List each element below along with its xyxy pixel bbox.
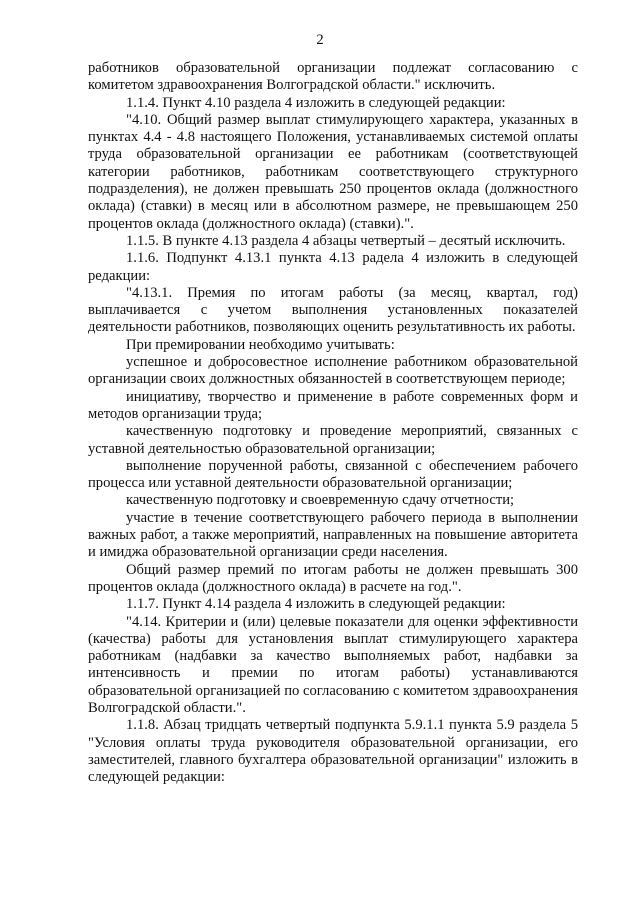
paragraph: выполнение порученной работы, связанной с обеспечением рабочего процесса или уставной деятельности образовательной организации;: [88, 457, 578, 492]
paragraph: успешное и добросовестное исполнение работником образовательной организации своих должностных обязанностей в соответствующем периоде;: [88, 354, 578, 388]
paragraph: 1.1.8. Абзац тридцать четвертый подпункта 5.9.1.1 пункта 5.9 раздела 5 "Условия оплаты труда руководителя образовательной организации, его заместителей, главного бухгалтера образовательной организации" изложить в следующей редакции:: [88, 717, 578, 786]
paragraph: 1.1.5. В пункте 4.13 раздела 4 абзацы четвертый – десятый исключить.: [126, 232, 566, 249]
paragraph: качественную подготовку и своевременную сдачу отчетности;: [126, 492, 515, 509]
paragraph: Общий размер премий по итогам работы не должен превышать 300 процентов оклада (должностного оклада) в расчете на год.".: [88, 561, 578, 595]
paragraph: участие в течение соответствующего рабочего периода в выполнении важных работ, а также мероприятий, направленных на повышение авторитета и имиджа образовательной организации среди населения.: [88, 509, 578, 561]
paragraph: 1.1.4. Пункт 4.10 раздела 4 изложить в следующей редакции:: [126, 94, 506, 111]
paragraph: "4.13.1. Премия по итогам работы (за месяц, квартал, год) выплачивается с учетом выполнения установленных показателей деятельности работников, позволяющих оценить результативность их работы.: [88, 284, 578, 336]
paragraph: 1.1.6. Подпункт 4.13.1 пункта 4.13 радела 4 изложить в следующей редакции:: [88, 250, 578, 284]
paragraph: 1.1.7. Пункт 4.14 раздела 4 изложить в следующей редакции:: [126, 596, 506, 613]
paragraph: "4.10. Общий размер выплат стимулирующего характера, указанных в пунктах 4.4 - 4.8 настоящего Положения, устанавливаемых системой оплаты труда образовательной организации ее работникам (соответствующей категории работников, работникам соответствующего структурного подразделения), не должен превышать 250 процентов оклада (должностного оклада) (ставки) в месяц или в абсолютном размере, не превышающем 250 процентов оклада (должностного оклада) (ставки).".: [88, 111, 578, 232]
page-number: 2: [316, 32, 324, 48]
paragraph: работников образовательной организации подлежат согласованию с комитетом здравоохранения Волгоградской области." исключить.: [88, 60, 578, 94]
paragraph: "4.14. Критерии и (или) целевые показатели для оценки эффективности (качества) работы для установления выплат стимулирующего характера работникам (надбавки за качество выполняемых работ, надбавки за интенсивность и премии по итогам работы) устанавливаются образовательной организацией по согласованию с комитетом здравоохранения Волгоградской области.".: [88, 613, 578, 716]
paragraph: качественную подготовку и проведение мероприятий, связанных с уставной деятельностью образовательной организации;: [88, 423, 578, 457]
paragraph: инициативу, творчество и применение в работе современных форм и методов организации труда;: [88, 388, 578, 422]
document-body: [88, 60, 578, 786]
paragraph: При премировании необходимо учитывать:: [126, 336, 395, 353]
